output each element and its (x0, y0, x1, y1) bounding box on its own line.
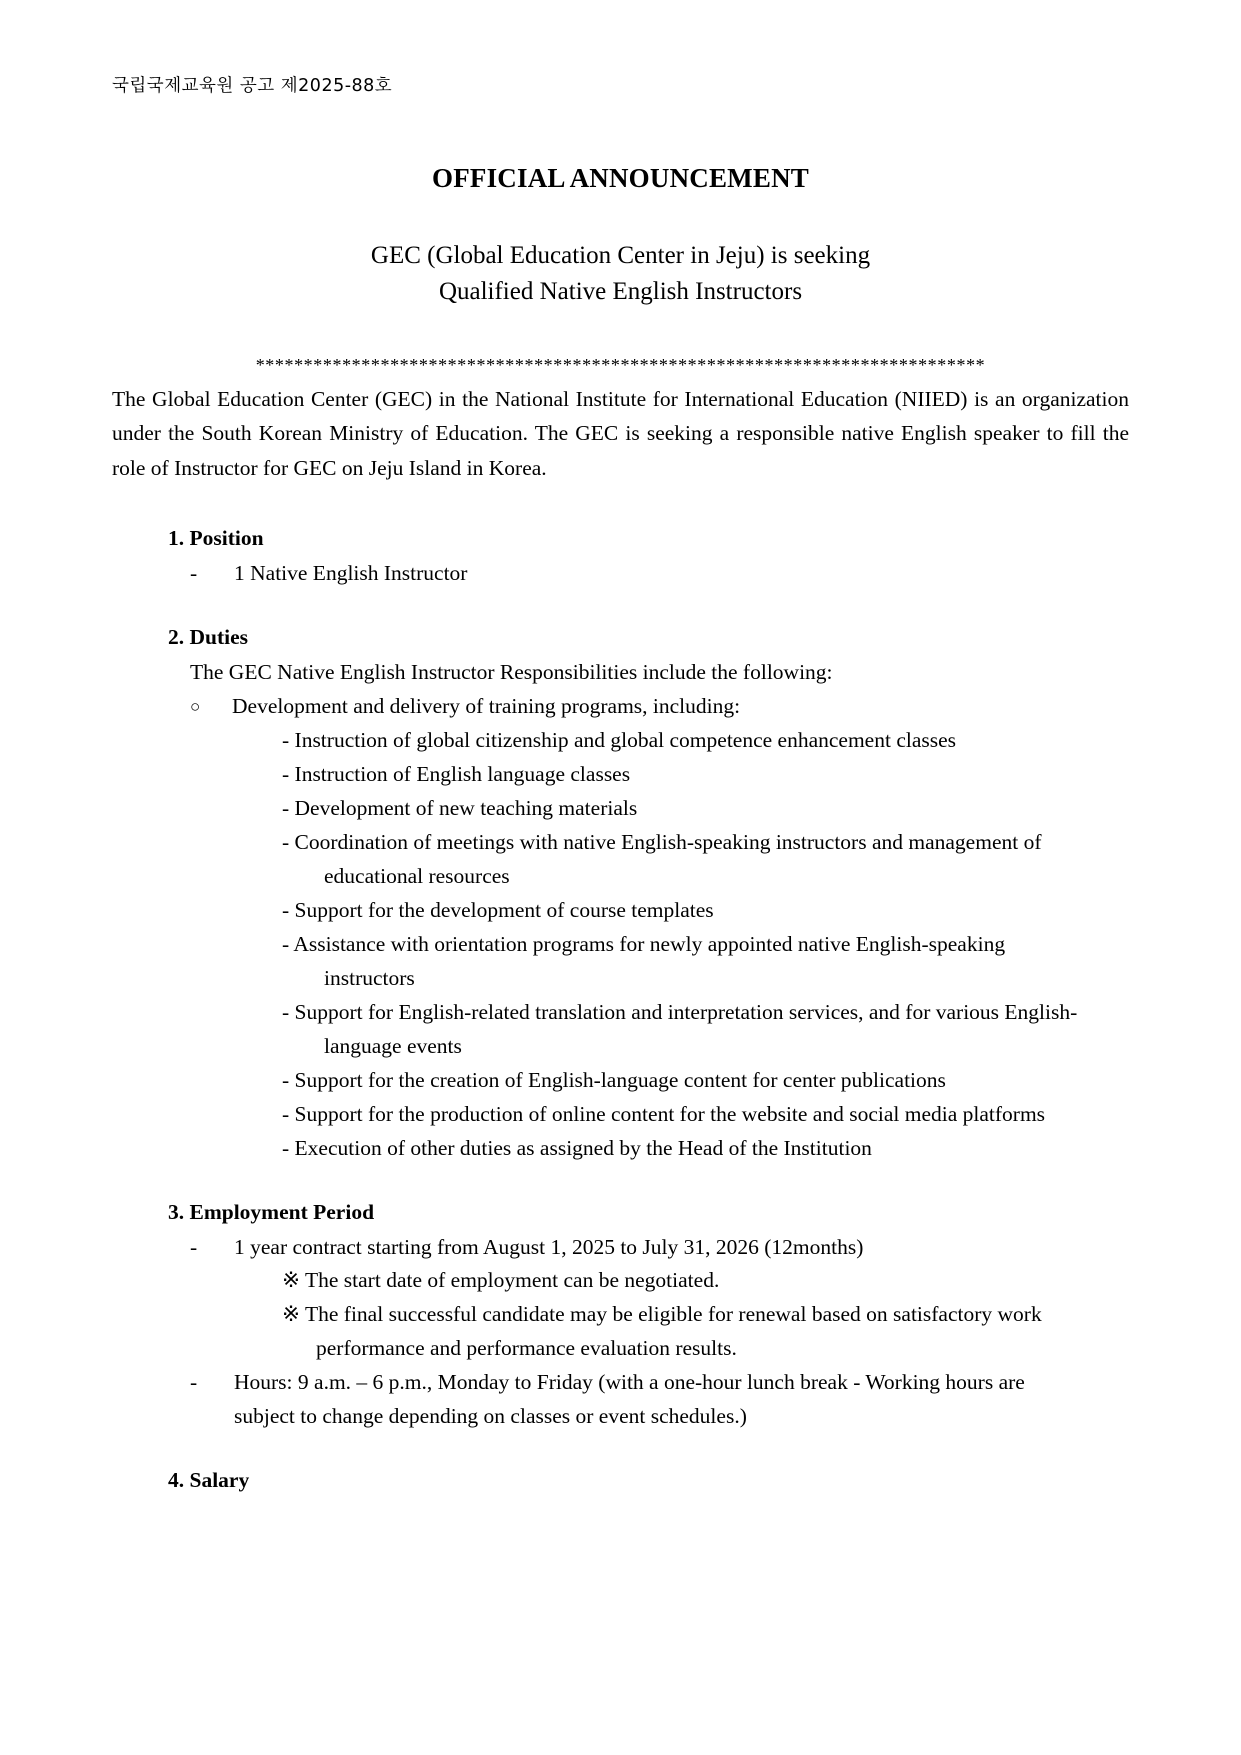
employment-hours-item (190, 1366, 1129, 1434)
duty-item: - Development of new teaching materials (282, 795, 638, 820)
section-salary (112, 1468, 1129, 1493)
section-position-heading: 1. Position (168, 525, 264, 550)
duties-circle-item (190, 690, 1129, 724)
duty-item: - Support for the development of course templates (282, 897, 714, 922)
duty-item-text: - Support for English-related translation and interpretation services, and for various English- (282, 999, 1078, 1024)
employment-note: ※ The start date of employment can be negotiated. (282, 1268, 720, 1293)
subtitle-line-2: Qualified Native English Instructors (438, 278, 803, 306)
intro-paragraph: The Global Education Center (GEC) in the National Institute for International Education (NIIED) is an organization under the South Korean Ministry of Education. The GEC is seeking a responsible native English speaker to fill the role of Instructor for GEC on Jeju Island in Korea. (112, 386, 1129, 481)
employment-item (190, 1231, 1129, 1265)
circle-bullet-icon: ○ (190, 696, 201, 716)
employment-note (282, 1298, 1112, 1366)
duties-circle-text: Development and delivery of training programs, including: (232, 693, 741, 718)
star-divider: **************************************************************************** (255, 354, 986, 375)
dash-bullet: - (190, 1234, 198, 1259)
duty-item-text: - Assistance with orientation programs for newly appointed native English-speaking (282, 931, 1006, 956)
dash-bullet: - (190, 560, 198, 585)
duty-item: - Support for the production of online content for the website and social media platforms (282, 1101, 1046, 1126)
duty-item (282, 826, 1128, 894)
section-duties (112, 625, 1129, 1166)
duty-item: - Instruction of global citizenship and global competence enhancement classes (282, 727, 957, 752)
dash-bullet: - (190, 1370, 198, 1395)
section-duties-heading: 2. Duties (168, 624, 249, 649)
duty-item-continuation: educational resources (324, 863, 510, 888)
employment-hours-text (234, 1366, 1129, 1434)
duty-item-text: - Coordination of meetings with native English-speaking instructors and management of (282, 829, 1042, 854)
position-item (190, 557, 1129, 591)
employment-item-text: 1 year contract starting from August 1, 2025 to July 31, 2026 (12months) (234, 1234, 864, 1259)
position-item-text: 1 Native English Instructor (234, 560, 468, 585)
duty-item (282, 928, 1128, 996)
subtitle-line-1: GEC (Global Education Center in Jeju) is seeking (370, 242, 871, 269)
duty-item-continuation: instructors (324, 965, 415, 990)
duty-item-continuation: language events (324, 1033, 462, 1058)
employment-hours-line2: subject to change depending on classes or event schedules.) (234, 1404, 747, 1429)
document-subtitle (112, 238, 1129, 311)
employment-hours-line1: Hours: 9 a.m. – 6 p.m., Monday to Friday (with a one-hour lunch break - Working hours are (234, 1370, 1025, 1395)
duty-item (282, 996, 1128, 1064)
duty-item: - Support for the creation of English-language content for center publications (282, 1067, 946, 1092)
duty-item: - Execution of other duties as assigned by the Head of the Institution (282, 1135, 872, 1160)
document-number: 국립국제교육원 공고 제2025-88호 (112, 76, 393, 96)
section-employment-heading: 3. Employment Period (168, 1199, 375, 1224)
page-title: OFFICIAL ANNOUNCEMENT (432, 163, 809, 193)
duties-intro: The GEC Native English Instructor Responsibilities include the following: (190, 659, 833, 684)
section-position (112, 526, 1129, 591)
employment-note-continuation: performance and performance evaluation results. (316, 1336, 737, 1361)
section-employment-period (112, 1200, 1129, 1435)
employment-note-text: ※ The final successful candidate may be eligible for renewal based on satisfactory work (282, 1302, 1042, 1327)
duty-item: - Instruction of English language classes (282, 761, 631, 786)
section-salary-heading: 4. Salary (168, 1468, 250, 1493)
